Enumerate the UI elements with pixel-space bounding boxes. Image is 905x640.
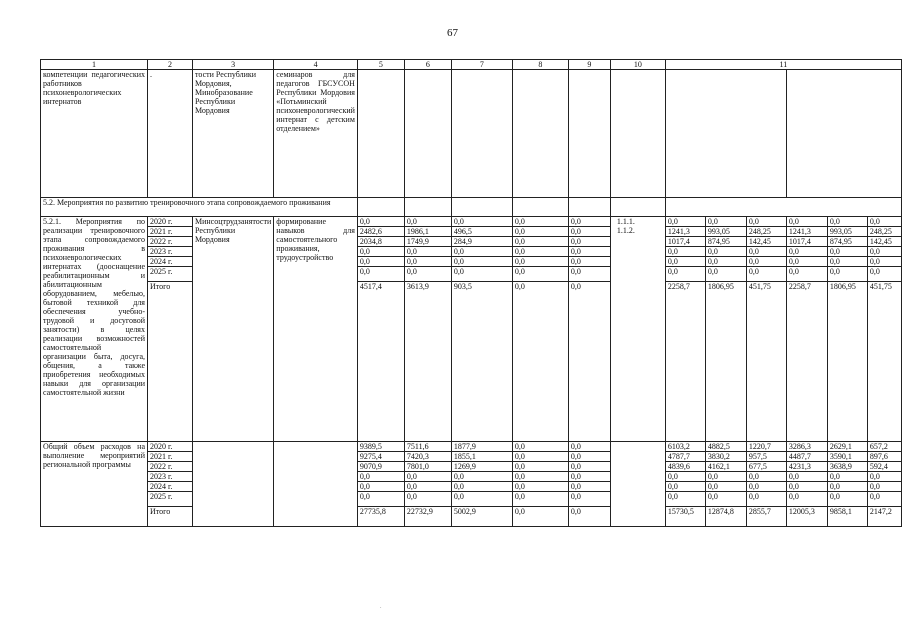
year-row — [41, 247, 902, 257]
amount-cell: 0,0 — [451, 257, 512, 267]
amount-cell: 0,0 — [404, 492, 451, 507]
amount-cell: 1241,3 — [786, 227, 827, 237]
amount-cell: 0,0 — [705, 257, 746, 267]
total-amount-cell: 0,0 — [512, 282, 568, 442]
amount-cell: 0,0 — [568, 442, 610, 452]
total-amount-cell: 0,0 — [512, 507, 568, 527]
amount-cell: 0,0 — [705, 482, 746, 492]
amount-cell: 957,5 — [746, 452, 786, 462]
measure-name-cell: 5.2.1. Мероприятия по реализации тренировочного этапа сопровождаемого проживания в психоневрологических интернатах (дооснащение реабилитационным и абилитационным оборудованием, мебелью, бытовой техникой для обеспечения учебно-трудовой и досуговой занятости) в целях реализации возможностей самостоятельной организации быта, досуга, общения, а также приобретения необходимых навыки для организации самостоятельной жизни — [41, 217, 148, 442]
amount-cell: 2629,1 — [827, 442, 867, 452]
amount-cell: 0,0 — [357, 247, 404, 257]
empty-cell — [357, 70, 404, 198]
empty-cell — [451, 198, 512, 217]
amount-cell: 6103,2 — [665, 442, 705, 452]
year-cell: 2025 г. — [148, 267, 193, 282]
amount-cell: 0,0 — [512, 462, 568, 472]
code-cell: 1.1.1. 1.1.2. — [610, 217, 665, 442]
year-row — [41, 492, 902, 507]
amount-cell: 993,05 — [705, 227, 746, 237]
column-number: 9 — [568, 60, 610, 70]
total-amount-cell: 2855,7 — [746, 507, 786, 527]
amount-cell: 0,0 — [827, 482, 867, 492]
column-number-row — [41, 60, 902, 70]
amount-cell: 0,0 — [451, 247, 512, 257]
amount-cell: 897,6 — [867, 452, 901, 462]
amount-cell: 9389,5 — [357, 442, 404, 452]
column-number: 10 — [610, 60, 665, 70]
year-cell: 2025 г. — [148, 492, 193, 507]
amount-cell: 0,0 — [451, 492, 512, 507]
empty-cell — [610, 198, 665, 217]
amount-cell: 0,0 — [867, 247, 901, 257]
amount-cell: 0,0 — [451, 472, 512, 482]
year-cell: 2022 г. — [148, 462, 193, 472]
year-cell: 2021 г. — [148, 452, 193, 462]
amount-cell: 4487,7 — [786, 452, 827, 462]
amount-cell: 0,0 — [867, 492, 901, 507]
amount-cell: 0,0 — [404, 267, 451, 282]
amount-cell: 9070,9 — [357, 462, 404, 472]
amount-cell: 1986,1 — [404, 227, 451, 237]
total-amount-cell: 451,75 — [746, 282, 786, 442]
section-heading: 5.2. Мероприятия по развитию тренировочного этапа сопровождаемого проживания — [41, 198, 358, 217]
amount-cell: 1017,4 — [665, 237, 705, 247]
amount-cell: 0,0 — [786, 257, 827, 267]
amount-cell: 0,0 — [827, 472, 867, 482]
column-number: 3 — [193, 60, 274, 70]
amount-cell: 0,0 — [404, 482, 451, 492]
total-amount-cell: 1806,95 — [827, 282, 867, 442]
amount-cell: 0,0 — [512, 237, 568, 247]
result-cell — [274, 442, 358, 527]
amount-cell: 0,0 — [512, 267, 568, 282]
measure-name-cell: Общий объем расходов на выполнение мероприятий региональной программы — [41, 442, 148, 527]
section-row — [41, 198, 902, 217]
amount-cell: 496,5 — [451, 227, 512, 237]
amount-cell: 0,0 — [786, 472, 827, 482]
amount-cell: 0,0 — [665, 492, 705, 507]
amount-cell: 142,45 — [867, 237, 901, 247]
measure-name-cell: компетенции педагогических работников психоневрологических интернатов — [41, 70, 148, 198]
amount-cell: 0,0 — [568, 492, 610, 507]
column-number: 5 — [357, 60, 404, 70]
year-row — [41, 472, 902, 482]
column-number: 4 — [274, 60, 358, 70]
amount-cell: 0,0 — [568, 462, 610, 472]
amount-cell: 0,0 — [746, 482, 786, 492]
executor-cell — [193, 442, 274, 527]
total-amount-cell: 27735,8 — [357, 507, 404, 527]
amount-cell: 0,0 — [827, 247, 867, 257]
amount-cell: 0,0 — [512, 227, 568, 237]
amount-cell: 0,0 — [827, 217, 867, 227]
column-number: 8 — [512, 60, 568, 70]
amount-cell: 0,0 — [512, 247, 568, 257]
total-row — [41, 507, 902, 527]
total-amount-cell: 22732,9 — [404, 507, 451, 527]
amount-cell: 0,0 — [827, 257, 867, 267]
amount-cell: 0,0 — [786, 267, 827, 282]
amount-cell: 0,0 — [786, 482, 827, 492]
code-cell — [610, 442, 665, 527]
empty-cell — [451, 70, 512, 198]
column-number: 2 — [148, 60, 193, 70]
continuation-row — [41, 70, 902, 198]
amount-cell: 0,0 — [568, 452, 610, 462]
amount-cell: 0,0 — [665, 247, 705, 257]
amount-cell: 0,0 — [512, 492, 568, 507]
result-cell: семинаров для педагогов ГБСУСОН Республики Мордовия «Потьминский психоневрологический интернат с детским отделением» — [274, 70, 358, 198]
amount-cell: 0,0 — [451, 267, 512, 282]
amount-cell: 3638,9 — [827, 462, 867, 472]
empty-cell — [665, 198, 901, 217]
amount-cell: 0,0 — [512, 482, 568, 492]
amount-cell: 2482,6 — [357, 227, 404, 237]
amount-cell: 874,95 — [827, 237, 867, 247]
amount-cell: 3590,1 — [827, 452, 867, 462]
executor-cell: тости Республики Мордовия, Минобразование Республики Мордовия — [193, 70, 274, 198]
amount-cell: 248,25 — [746, 227, 786, 237]
amount-cell: 0,0 — [746, 247, 786, 257]
amount-cell: 7801,0 — [404, 462, 451, 472]
amount-cell: 0,0 — [568, 257, 610, 267]
amount-cell: 0,0 — [665, 257, 705, 267]
year-cell: 2022 г. — [148, 237, 193, 247]
total-amount-cell: 2258,7 — [665, 282, 705, 442]
amount-cell: 0,0 — [357, 257, 404, 267]
amount-cell: 4882,5 — [705, 442, 746, 452]
amount-cell: 1241,3 — [665, 227, 705, 237]
total-amount-cell: 2147,2 — [867, 507, 901, 527]
total-amount-cell: 0,0 — [568, 282, 610, 442]
amount-cell: 1877,9 — [451, 442, 512, 452]
amount-cell: 0,0 — [705, 492, 746, 507]
year-row — [41, 217, 902, 227]
amount-cell: 0,0 — [705, 472, 746, 482]
empty-cell — [404, 70, 451, 198]
empty-cell — [512, 198, 568, 217]
deadline-cell: . — [148, 70, 193, 198]
amount-cell: 0,0 — [568, 482, 610, 492]
amount-cell: 0,0 — [786, 217, 827, 227]
column-number: 7 — [451, 60, 512, 70]
empty-cell — [665, 70, 786, 198]
amount-cell: 0,0 — [451, 217, 512, 227]
amount-cell: 7420,3 — [404, 452, 451, 462]
empty-cell — [404, 198, 451, 217]
amount-cell: 0,0 — [786, 492, 827, 507]
total-amount-cell: 3613,9 — [404, 282, 451, 442]
total-amount-cell: 1806,95 — [705, 282, 746, 442]
amount-cell: 0,0 — [568, 237, 610, 247]
year-cell: 2024 г. — [148, 482, 193, 492]
amount-cell: 0,0 — [665, 472, 705, 482]
amount-cell: 284,9 — [451, 237, 512, 247]
total-label-cell: Итого — [148, 507, 193, 527]
amount-cell: 4162,1 — [705, 462, 746, 472]
amount-cell: 9275,4 — [357, 452, 404, 462]
amount-cell: 0,0 — [568, 227, 610, 237]
total-label-cell: Итого — [148, 282, 193, 442]
amount-cell: 0,0 — [357, 267, 404, 282]
amount-cell: 0,0 — [512, 472, 568, 482]
amount-cell: 2034,8 — [357, 237, 404, 247]
amount-cell: 0,0 — [867, 482, 901, 492]
total-amount-cell: 12874,8 — [705, 507, 746, 527]
year-cell: 2020 г. — [148, 217, 193, 227]
empty-cell — [610, 70, 665, 198]
year-cell: 2021 г. — [148, 227, 193, 237]
amount-cell: 0,0 — [512, 257, 568, 267]
amount-cell: 0,0 — [867, 267, 901, 282]
empty-cell — [512, 70, 568, 198]
amount-cell: 0,0 — [705, 267, 746, 282]
year-row — [41, 237, 902, 247]
empty-cell — [568, 70, 610, 198]
column-number: 6 — [404, 60, 451, 70]
column-number: 11 — [665, 60, 901, 70]
amount-cell: 0,0 — [512, 452, 568, 462]
empty-cell — [568, 198, 610, 217]
amount-cell: 0,0 — [827, 267, 867, 282]
amount-cell: 0,0 — [867, 257, 901, 267]
amount-cell: 0,0 — [746, 217, 786, 227]
total-amount-cell: 903,5 — [451, 282, 512, 442]
total-amount-cell: 12005,3 — [786, 507, 827, 527]
amount-cell: 248,25 — [867, 227, 901, 237]
amount-cell: 0,0 — [357, 472, 404, 482]
amount-cell: 0,0 — [746, 267, 786, 282]
amount-cell: 1749,9 — [404, 237, 451, 247]
scan-dot: . — [380, 604, 382, 610]
year-row — [41, 267, 902, 282]
total-amount-cell: 2258,7 — [786, 282, 827, 442]
amount-cell: 3830,2 — [705, 452, 746, 462]
total-amount-cell: 15730,5 — [665, 507, 705, 527]
program-table — [40, 59, 902, 527]
amount-cell: 0,0 — [404, 217, 451, 227]
total-amount-cell: 451,75 — [867, 282, 901, 442]
total-amount-cell: 9858,1 — [827, 507, 867, 527]
amount-cell: 0,0 — [451, 482, 512, 492]
year-row — [41, 227, 902, 237]
year-cell: 2020 г. — [148, 442, 193, 452]
year-row — [41, 442, 902, 452]
amount-cell: 0,0 — [404, 247, 451, 257]
amount-cell: 7511,6 — [404, 442, 451, 452]
amount-cell: 0,0 — [568, 247, 610, 257]
amount-cell: 4787,7 — [665, 452, 705, 462]
year-row — [41, 462, 902, 472]
amount-cell: 592,4 — [867, 462, 901, 472]
amount-cell: 0,0 — [568, 217, 610, 227]
amount-cell: 993,05 — [827, 227, 867, 237]
amount-cell: 0,0 — [404, 472, 451, 482]
amount-cell: 0,0 — [705, 217, 746, 227]
amount-cell: 142,45 — [746, 237, 786, 247]
column-number: 1 — [41, 60, 148, 70]
amount-cell: 0,0 — [827, 492, 867, 507]
amount-cell: 0,0 — [665, 482, 705, 492]
amount-cell: 0,0 — [746, 257, 786, 267]
amount-cell: 3286,3 — [786, 442, 827, 452]
amount-cell: 4231,3 — [786, 462, 827, 472]
total-amount-cell: 4517,4 — [357, 282, 404, 442]
amount-cell: 0,0 — [404, 257, 451, 267]
year-row — [41, 482, 902, 492]
amount-cell: 0,0 — [568, 267, 610, 282]
year-cell: 2023 г. — [148, 472, 193, 482]
amount-cell: 0,0 — [746, 472, 786, 482]
amount-cell: 0,0 — [665, 267, 705, 282]
amount-cell: 1017,4 — [786, 237, 827, 247]
amount-cell: 874,95 — [705, 237, 746, 247]
amount-cell: 0,0 — [568, 472, 610, 482]
amount-cell: 0,0 — [867, 472, 901, 482]
amount-cell: 1220,7 — [746, 442, 786, 452]
year-cell: 2024 г. — [148, 257, 193, 267]
amount-cell: 1269,9 — [451, 462, 512, 472]
amount-cell: 657,2 — [867, 442, 901, 452]
executor-cell: Минсоцтрудзанятости Республики Мордовия — [193, 217, 274, 442]
amount-cell: 4839,6 — [665, 462, 705, 472]
total-row — [41, 282, 902, 442]
page-number: 67 — [447, 27, 458, 39]
amount-cell: 0,0 — [357, 492, 404, 507]
amount-cell: 1855,1 — [451, 452, 512, 462]
year-cell: 2023 г. — [148, 247, 193, 257]
year-row — [41, 257, 902, 267]
result-cell: формирование навыков для самостоятельного проживания, трудоустройство — [274, 217, 358, 442]
amount-cell: 0,0 — [786, 247, 827, 257]
amount-cell: 677,5 — [746, 462, 786, 472]
amount-cell: 0,0 — [746, 492, 786, 507]
amount-cell: 0,0 — [867, 217, 901, 227]
year-row — [41, 452, 902, 462]
amount-cell: 0,0 — [357, 217, 404, 227]
amount-cell: 0,0 — [512, 442, 568, 452]
total-amount-cell: 0,0 — [568, 507, 610, 527]
empty-cell — [786, 70, 901, 198]
amount-cell: 0,0 — [665, 217, 705, 227]
amount-cell: 0,0 — [357, 482, 404, 492]
empty-cell — [357, 198, 404, 217]
amount-cell: 0,0 — [512, 217, 568, 227]
total-amount-cell: 5002,9 — [451, 507, 512, 527]
amount-cell: 0,0 — [705, 247, 746, 257]
